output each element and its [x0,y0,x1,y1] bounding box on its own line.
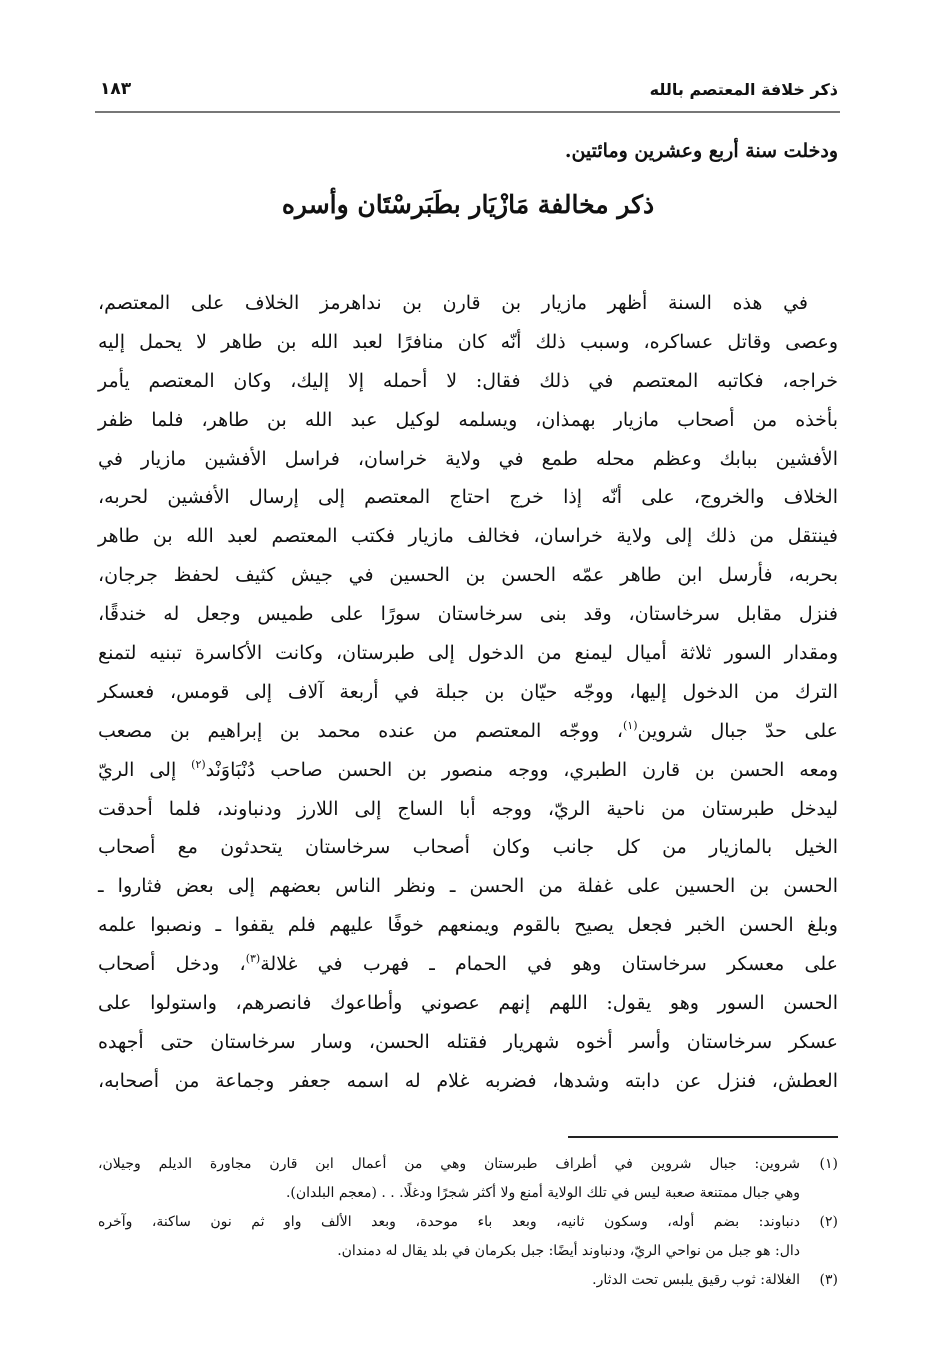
body-text-run: ، ودخل أصحاب [98,953,246,976]
body-text-run: خراجه، فكاتبه المعتصم في ذلك فقال: لا أحمله إلا إليك، وكان المعتصم يأمر [98,369,838,392]
body-text-run: إلى الريّ [98,758,192,781]
body-line [98,517,838,556]
body-text-run: ومقدار السور ثلاثة أميال ليمنع من الدخول إلى طبرستان، وكانت الأكاسرة تبنيه لتمنع [98,642,838,665]
year-line: ودخلت سنة أربع وعشرين ومائتين. [564,140,838,162]
body-text-run: ليدخل طبرستان من ناحية الريّ، ووجه أبا الساج إلى اللارز ودنباوند، فلما أحدقت [98,797,838,820]
body-line [98,284,838,323]
body-line [98,984,838,1023]
footnote-reference[interactable]: (٣) [245,952,261,966]
body-line [98,712,838,751]
body-text-run: على حدّ جبال شروين [637,719,838,742]
footnote [98,1208,838,1266]
page-number: ١٨٣ [100,79,132,99]
footnote-separator [568,1136,838,1138]
body-text-run: ، ووجّه المعتصم من عنده محمد بن إبراهيم بن مصعب [98,719,623,742]
footnote-number: (٢) [819,1214,838,1230]
footnote [98,1266,838,1295]
body-text-run: الحسن بن الحسين على غفلة من الحسن ـ ونظر الناس بعضهم إلى بعض فثاروا ـ [98,875,838,898]
body-line [98,790,838,829]
footnote-line: شروين: جبال شروين في أطراف طبرستان وهي من أعمال ابن قارن مجاورة الديلم وجيلان، [98,1156,800,1172]
body-line [98,751,838,790]
section-heading: ذكر مخالفة مَازْيَار بطَبَرسْتَان وأسره [281,190,655,219]
footnote-reference[interactable]: (١) [622,718,638,732]
footnote-line: دال: هو جبل من نواحي الريّ، ودنباوند أيضًا: جبل بكرمان في بلد يقال له دمندان. [337,1243,800,1259]
footnote-line: وهي جبال ممتنعة صعبة ليس في تلك الولاية أمنع ولا أكثر شجرًا ودغلًا. . . (معجم البلدان). [285,1185,800,1201]
body-text-run: ومعه الحسن بن قارن الطبري، ووجه منصور بن الحسن صاحب دُنْبَاوَنْد [205,758,838,781]
body-line [98,478,838,517]
footnote-reference[interactable]: (٢) [191,757,206,771]
footnote-number: (٣) [819,1272,838,1288]
body-text-run: الترك من الدخول إليها، ووجّه حيّان بن جبلة في أربعة آلاف إلى قومس، فعسكر [98,680,838,703]
body-text-run: وعصى وقاتل عساكره، وسبب ذلك أنّه كان منافرًا لعبد الله بن طاهر لا يحمل إليه [98,330,838,353]
body-text-run: الخلاف والخروج، على أنّه إذا خرج احتاج المعتصم إلى إرسال الأفشين لحربه، [98,486,838,509]
body-line [98,595,838,634]
header-rule [95,111,840,113]
body-line [98,945,838,984]
body-text-run: وبلغ الحسن الخبر فجعل يصيح بالقوم ويمنعهم خوفًا عليهم فلم يقفوا ـ ونصبوا علمه [98,914,838,937]
body-line [98,906,838,945]
body-line [98,634,838,673]
body-line [98,556,838,595]
body-text-run: فنزل مقابل سرخاستان، وقد بنى سرخاستان سورًا على طميس وجعل له خندقًا، [98,603,838,626]
body-line [98,401,838,440]
body-line [98,1062,838,1101]
body-text-run: بحربه، فأرسل ابن طاهر عمّه الحسن بن الحسين في جيش كثيف لحفظ جرجان، [98,564,838,587]
body-text-run: الأفشين ببابك وعظم محله طمع في ولاية خراسان، فراسل الأفشين مازيار في [98,447,838,470]
body-line [98,1023,838,1062]
body-text-run: فينتقل من ذلك إلى ولاية خراسان، فخالف مازيار فكتب المعتصم لعبد الله بن طاهر [98,525,838,548]
body-text-run: بأخذه من أصحاب مازيار بهمذان، ويسلمه لوكيل عبد الله بن طاهر، فلما ظفر [98,408,838,431]
body-text-run: الحسن السور وهو يقول: اللهم إنهم عصوني وأطاعوك فانصرهم، واستولوا على [98,992,838,1015]
body-text-run: الخيل بالمازيار من كل جانب وكان أصحاب سرخاستان يتحدثون مع أصحاب [98,836,838,859]
body-text-run: العطش، فنزل عن دابته وشدها، فضربه غلام له اسمه جعفر وجماعة من أصحابه، [98,1069,838,1092]
footnote-number: (١) [819,1156,838,1172]
body-text [98,284,838,1101]
body-line [98,867,838,906]
body-text-run: في هذه السنة أظهر مازيار بن قارن بن نداهرمز الخلاف على المعتصم، [98,292,808,314]
body-text-run: عسكر سرخاستان وأسر أخوه شهريار فقتله الحسن، وسار سرخاستان حتى أجهده [98,1030,838,1053]
body-line [98,440,838,479]
footnotes [98,1150,838,1295]
body-line [98,828,838,867]
running-title: ذكر خلافة المعتصم بالله [649,80,838,99]
footnote [98,1150,838,1208]
footnote-line: الغلالة: ثوب رقيق يلبس تحت الدثار. [592,1272,800,1288]
footnote-line: دنباوند: بضم أوله، وسكون ثانيه، وبعد باء موحدة، وبعد الألف واو ثم نون ساكنة، وآخره [98,1214,800,1230]
body-line [98,323,838,362]
body-line [98,362,838,401]
body-text-run: على معسكر سرخاستان وهو في الحمام ـ فهرب في غلالة [260,953,838,976]
body-line [98,673,838,712]
